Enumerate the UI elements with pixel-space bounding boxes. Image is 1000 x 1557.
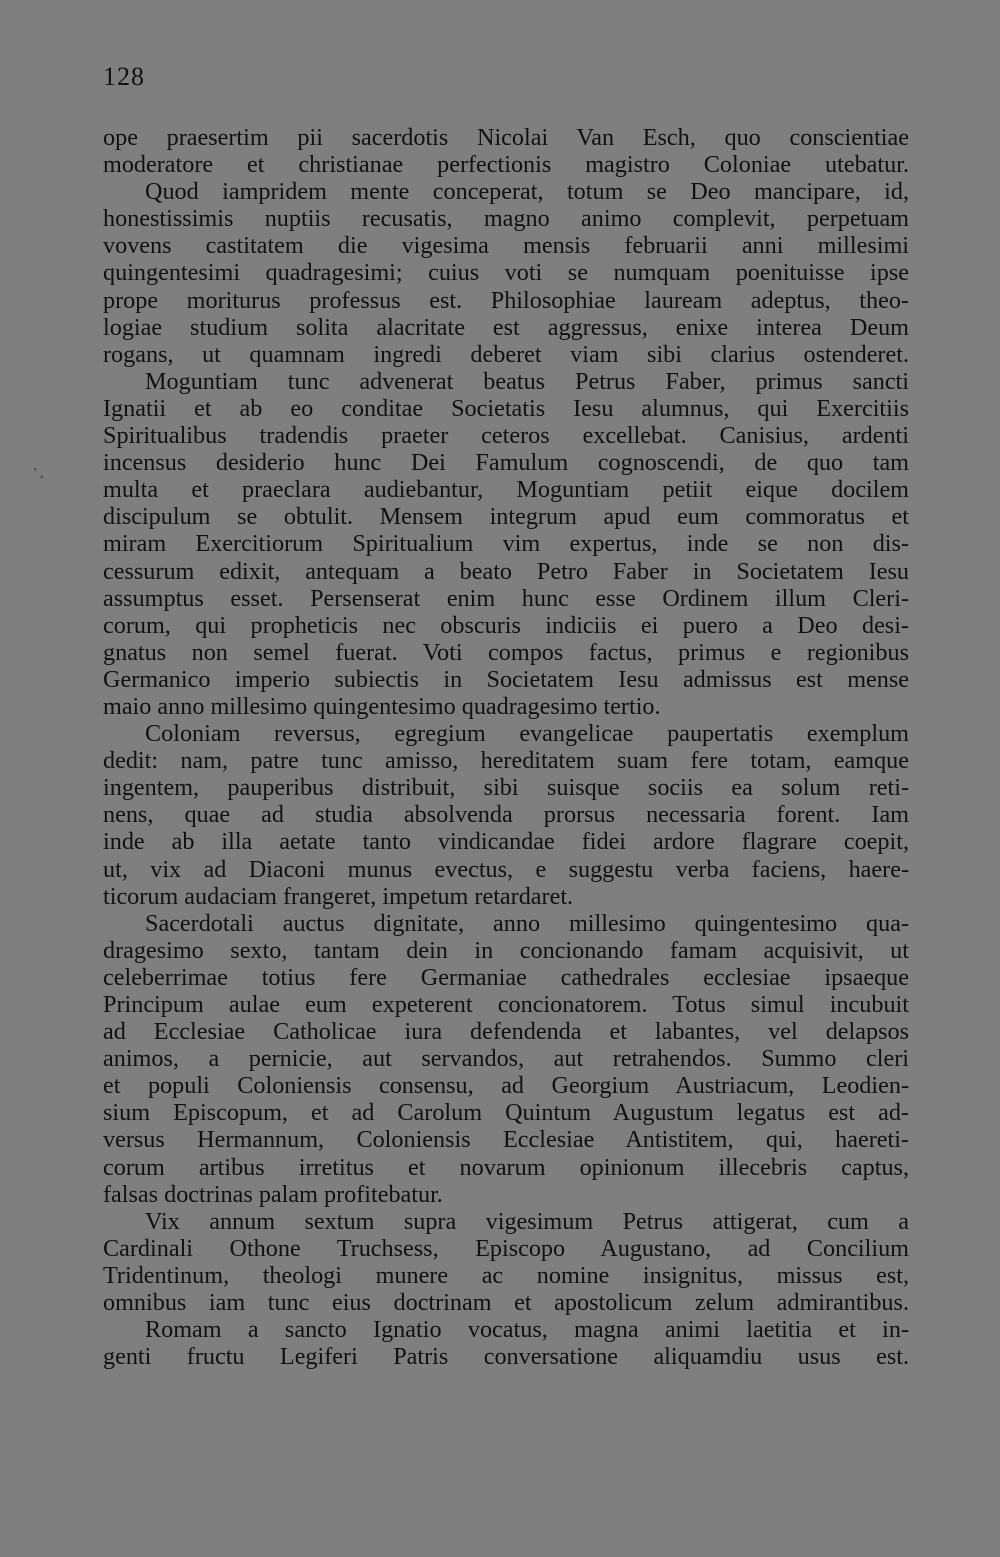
body-text <box>103 124 909 1370</box>
text-line: nens, quae ad studia absolvenda prorsus necessaria forent. Iam <box>103 801 909 829</box>
text-line: multa et praeclara audiebantur, Moguntiam petiit eique docilem <box>103 476 909 504</box>
text-line: miram Exercitiorum Spiritualium vim expertus, inde se non dis- <box>103 530 909 558</box>
text-line: Sacerdotali auctus dignitate, anno millesimo quingentesimo qua- <box>145 909 909 937</box>
text-line: inde ab illa aetate tanto vindicandae fidei ardore flagrare coepit, <box>103 828 909 856</box>
page-number: 128 <box>103 62 145 91</box>
text-line: Spiritualibus tradendis praeter ceteros excellebat. Canisius, ardenti <box>103 422 909 450</box>
text-line: versus Hermannum, Coloniensis Ecclesiae Antistitem, qui, haereti- <box>103 1126 909 1154</box>
text-line: gnatus non semel fuerat. Voti compos factus, primus e regionibus <box>103 638 909 666</box>
text-line: discipulum se obtulit. Mensem integrum apud eum commoratus et <box>103 503 909 531</box>
text-line: incensus desiderio hunc Dei Famulum cognoscendi, de quo tam <box>103 449 909 477</box>
text-line: vovens castitatem die vigesima mensis februarii anni millesimi <box>103 232 909 260</box>
text-line: maio anno millesimo quingentesimo quadragesimo tertio. <box>103 692 661 720</box>
text-line: Moguntiam tunc advenerat beatus Petrus Faber, primus sancti <box>145 367 909 395</box>
text-line: Coloniam reversus, egregium evangelicae paupertatis exemplum <box>145 720 909 748</box>
text-line: Ignatii et ab eo conditae Societatis Iesu alumnus, qui Exercitiis <box>103 394 909 422</box>
text-line: assumptus esset. Persenserat enim hunc esse Ordinem illum Cleri- <box>103 584 909 612</box>
text-line: cessurum edixit, antequam a beato Petro Faber in Societatem Iesu <box>103 557 909 585</box>
text-line: ad Ecclesiae Catholicae iura defendenda et labantes, vel delapsos <box>103 1018 909 1046</box>
text-line: moderatore et christianae perfectionis magistro Coloniae utebatur. <box>103 151 909 179</box>
text-line: ut, vix ad Diaconi munus evectus, e suggestu verba faciens, haere- <box>103 855 909 883</box>
text-line: prope moriturus professus est. Philosophiae lauream adeptus, theo- <box>103 286 909 314</box>
text-line: ingentem, pauperibus distribuit, sibi suisque sociis ea solum reti- <box>103 774 909 802</box>
text-line: celeberrimae totius fere Germaniae cathedrales ecclesiae ipsaeque <box>103 963 909 991</box>
text-line: quingentesimi quadragesimi; cuius voti se numquam poenituisse ipse <box>103 259 909 287</box>
margin-mark: ' , <box>34 466 44 481</box>
text-line: sium Episcopum, et ad Carolum Quintum Augustum legatus est ad- <box>103 1099 909 1127</box>
text-line: honestissimis nuptiis recusatis, magno animo complevit, perpetuam <box>103 205 909 233</box>
text-line: animos, a pernicie, aut servandos, aut retrahendos. Summo cleri <box>103 1045 909 1073</box>
text-line: Cardinali Othone Truchsess, Episcopo Augustano, ad Concilium <box>103 1234 909 1262</box>
text-line: falsas doctrinas palam profitebatur. <box>103 1180 443 1208</box>
text-line: dragesimo sexto, tantam dein in concionando famam acquisivit, ut <box>103 936 909 964</box>
text-line: corum artibus irretitus et novarum opinionum illecebris captus, <box>103 1153 909 1181</box>
text-line: Vix annum sextum supra vigesimum Petrus attigerat, cum a <box>145 1207 909 1235</box>
text-line: Germanico imperio subiectis in Societatem Iesu admissus est mense <box>103 665 909 693</box>
text-line: rogans, ut quamnam ingredi deberet viam sibi clarius ostenderet. <box>103 340 909 368</box>
text-line: corum, qui propheticis nec obscuris indiciis ei puero a Deo desi- <box>103 611 909 639</box>
text-line: dedit: nam, patre tunc amisso, hereditatem suam fere totam, eamque <box>103 747 909 775</box>
text-line: ticorum audaciam frangeret, impetum retardaret. <box>103 882 574 910</box>
text-line: ope praesertim pii sacerdotis Nicolai Van Esch, quo conscientiae <box>103 124 909 151</box>
text-line: genti fructu Legiferi Patris conversatione aliquamdiu usus est. <box>103 1343 909 1371</box>
text-line: Romam a sancto Ignatio vocatus, magna animi laetitia et in- <box>145 1316 909 1344</box>
text-line: omnibus iam tunc eius doctrinam et apostolicum zelum admirantibus. <box>103 1289 909 1317</box>
text-line: et populi Coloniensis consensu, ad Georgium Austriacum, Leodien- <box>103 1072 909 1100</box>
text-line: Principum aulae eum expeterent concionatorem. Totus simul incubuit <box>103 991 909 1018</box>
text-line: logiae studium solita alacritate est aggressus, enixe interea Deum <box>103 313 909 341</box>
text-line: Quod iampridem mente conceperat, totum se Deo mancipare, id, <box>145 178 909 206</box>
text-line: Tridentinum, theologi munere ac nomine insignitus, missus est, <box>103 1261 909 1289</box>
